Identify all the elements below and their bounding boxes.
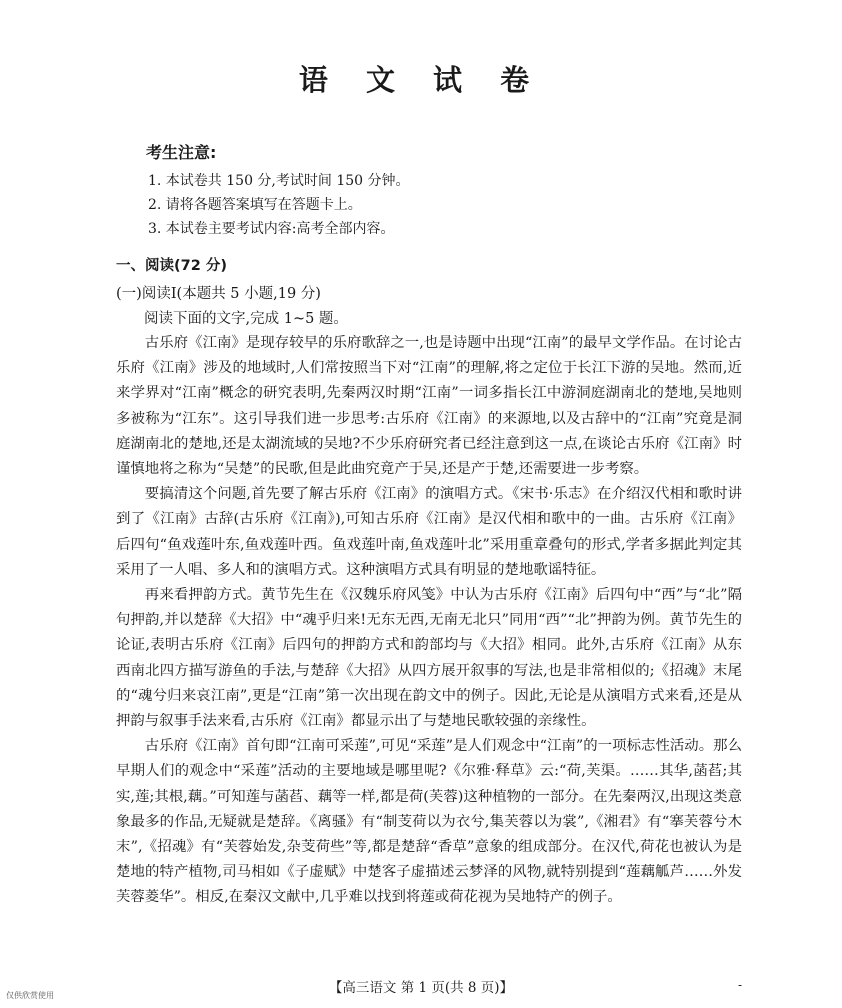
side-note: 仅供欣赏使用: [6, 991, 54, 1000]
page-title: 语 文 试 卷: [298, 63, 544, 97]
passage-paragraph: 要搞清这个问题,首先要了解古乐府《江南》的演唱方式。《宋书·乐志》在介绍汉代相和歌时讲到了《江南》古辞(古乐府《江南》),可知古乐府《江南》是汉代相和歌中的一曲。古乐府《江南》后四句“鱼戏莲叶东,鱼戏莲叶西。鱼戏莲叶南,鱼戏莲叶北”采用重章叠句的形式,学者多据此判定其采用了一人唱、多人和的演唱方式。这种演唱方式具有明显的楚地歌谣特征。: [116, 486, 742, 578]
notice-item-2: 2. 请将各题答案填写在答题卡上。: [148, 197, 362, 213]
page-footer: 【高三语文 第 1 页(共 8 页)】: [328, 980, 514, 996]
passage-paragraph: 再来看押韵方式。黄节先生在《汉魏乐府风笺》中认为古乐府《江南》后四句中“西”与“北”隔句押韵,并以楚辞《大招》中“魂乎归来!无东无西,无南无北只”同用“西”“北”押韵为例。黄节先生的论证,表明古乐府《江南》后四句的押韵方式和韵部均与《大招》相同。此外,古乐府《江南》从东西南北四方描写游鱼的手法,与楚辞《大招》从四方展开叙事的写法,也是非常相似的;《招魂》末尾的“魂兮归来哀江南”,更是“江南”第一次出现在韵文中的例子。因此,无论是从演唱方式来看,还是从押韵与叙事手法来看,古乐府《江南》都显示出了与楚地民歌较强的亲缘性。: [116, 587, 742, 730]
reading-instruction: 阅读下面的文字,完成 1~5 题。: [144, 311, 348, 327]
passage-paragraph: 古乐府《江南》首句即“江南可采莲”,可见“采莲”是人们观念中“江南”的一项标志性活动。那么早期人们的观念中“采莲”活动的主要地域是哪里呢?《尔雅·释草》云:“荷,芙渠。……其华,菡萏;其实,莲;其根,藕。”可知莲与菡萏、藕等一样,都是荷(芙蓉)这种植物的一部分。在先秦两汉,出现这类意象最多的作品,无疑就是楚辞。《离骚》有“制芰荷以为衣兮,集芙蓉以为裳”,《湘君》有“搴芙蓉兮木末”,《招魂》有“芙蓉始发,杂芰荷些”等,都是楚辞“香草”意象的组成部分。在汉代,荷花也被认为是楚地的特产植物,司马相如《子虚赋》中楚客子虚描述云梦泽的风物,就特别提到“莲藕觚芦……外发芙蓉菱华”。相反,在秦汉文献中,几乎难以找到将莲或荷花视为吴地特产的例子。: [116, 738, 742, 906]
notice-heading: 考生注意:: [146, 143, 217, 162]
candidate-notice: [146, 140, 410, 241]
notice-item-3: 3. 本试卷主要考试内容:高考全部内容。: [148, 221, 395, 237]
notice-item-1: 1. 本试卷共 150 分,考试时间 150 分钟。: [148, 173, 410, 189]
reading-subheading: (一)阅读Ⅰ(本题共 5 小题,19 分): [116, 286, 321, 302]
passage-paragraph: 古乐府《江南》是现存较早的乐府歌辞之一,也是诗题中出现“江南”的最早文学作品。在讨论古乐府《江南》涉及的地域时,人们常按照当下对“江南”的理解,将之定位于长江下游的吴地。然而,近来学界对“江南”概念的研究表明,先秦两汉时期“江南”一词多指长江中游洞庭湖南北的楚地,吴地则多被称为“江东”。这引导我们进一步思考:古乐府《江南》的来源地,以及古辞中的“江南”究竟是洞庭湖南北的楚地,还是太湖流域的吴地?不少乐府研究者已经注意到这一点,在谈论古乐府《江南》时谨慎地将之称为“吴楚”的民歌,但是此曲究竟产于吴,还是产于楚,还需要进一步考察。: [116, 335, 742, 478]
reading-passage: [116, 331, 742, 911]
footer-mark: -: [738, 978, 743, 992]
section-heading: 一、阅读(72 分): [116, 258, 227, 274]
